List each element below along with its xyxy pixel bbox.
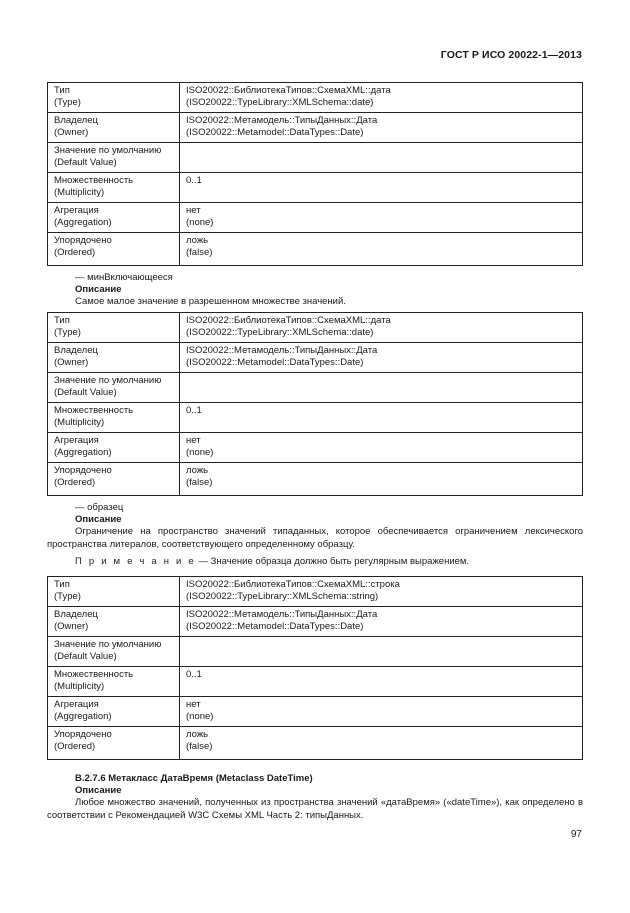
page-number: 97	[570, 829, 582, 840]
row-label: Агрегация (Aggregation)	[48, 697, 180, 727]
properties-table-1	[47, 82, 583, 266]
table-row	[48, 343, 583, 373]
row-value	[180, 637, 583, 667]
row-value: нет (none)	[180, 433, 583, 463]
row-label: Значение по умолчанию (Default Value)	[48, 143, 180, 173]
table-row	[48, 697, 583, 727]
note-label: П р и м е ч а н и е	[75, 556, 196, 567]
row-value: 0..1	[180, 173, 583, 203]
description-paragraph: Любое множество значений, полученных из пространства значений «датаВремя» («dateTime»), как определено в соответствии с Рекомендацией W3C Схемы XML Часть 2: типыДанных.	[47, 797, 583, 821]
row-label: Агрегация (Aggregation)	[48, 433, 180, 463]
note-text: — Значение образца должно быть регулярным выражением.	[198, 556, 470, 567]
table-row	[48, 403, 583, 433]
row-label: Владелец (Owner)	[48, 113, 180, 143]
row-label: Тип (Type)	[48, 313, 180, 343]
table-row	[48, 637, 583, 667]
row-value: ISO20022::Метамодель::ТипыДанных::Дата (ISO20022::Metamodel::DataTypes::Date)	[180, 343, 583, 373]
row-label: Упорядочено (Ordered)	[48, 233, 180, 266]
row-value: 0..1	[180, 403, 583, 433]
description-paragraph: Ограничение на пространство значений типаданных, которое обеспечивается ограничением лексического пространства литералов, соответствующего определенному образцу.	[47, 526, 583, 550]
table-row	[48, 313, 583, 343]
row-value: 0..1	[180, 667, 583, 697]
section-heading: Описание	[75, 785, 122, 796]
row-label: Тип (Type)	[48, 83, 180, 113]
row-label: Тип (Type)	[48, 577, 180, 607]
table-row	[48, 577, 583, 607]
row-value: ISO20022::Метамодель::ТипыДанных::Дата (ISO20022::Metamodel::DataTypes::Date)	[180, 607, 583, 637]
section-heading: Описание	[75, 284, 122, 295]
properties-table-2	[47, 312, 583, 496]
row-value: ISO20022::БиблиотекаТипов::СхемаXML::строка (ISO20022::TypeLibrary::XMLSchema::string)	[180, 577, 583, 607]
row-label: Множественность (Multiplicity)	[48, 403, 180, 433]
table-row	[48, 113, 583, 143]
row-label: Множественность (Multiplicity)	[48, 173, 180, 203]
table-row	[48, 463, 583, 496]
row-label: Упорядочено (Ordered)	[48, 463, 180, 496]
table-row	[48, 143, 583, 173]
row-value: ложь (false)	[180, 463, 583, 496]
list-item: — минВключающееся	[75, 272, 173, 283]
list-item: — образец	[75, 502, 124, 513]
row-value	[180, 143, 583, 173]
document-header: ГОСТ Р ИСО 20022-1—2013	[440, 49, 582, 61]
row-label: Значение по умолчанию (Default Value)	[48, 637, 180, 667]
row-label: Значение по умолчанию (Default Value)	[48, 373, 180, 403]
table-row	[48, 83, 583, 113]
table-row	[48, 433, 583, 463]
row-value: ложь (false)	[180, 727, 583, 760]
table-row	[48, 727, 583, 760]
row-label: Владелец (Owner)	[48, 607, 180, 637]
table-row	[48, 373, 583, 403]
row-value: нет (none)	[180, 697, 583, 727]
row-label: Владелец (Owner)	[48, 343, 180, 373]
table-row	[48, 203, 583, 233]
table-row	[48, 667, 583, 697]
row-value: ISO20022::БиблиотекаТипов::СхемаXML::дата (ISO20022::TypeLibrary::XMLSchema::date)	[180, 83, 583, 113]
section-title: B.2.7.6 Метакласс ДатаВремя (Metaclass DateTime)	[75, 773, 313, 784]
table-row	[48, 173, 583, 203]
table-row	[48, 607, 583, 637]
row-label: Упорядочено (Ordered)	[48, 727, 180, 760]
properties-table-3	[47, 576, 583, 760]
row-value	[180, 373, 583, 403]
row-label: Агрегация (Aggregation)	[48, 203, 180, 233]
row-value: ISO20022::БиблиотекаТипов::СхемаXML::дата (ISO20022::TypeLibrary::XMLSchema::date)	[180, 313, 583, 343]
section-heading: Описание	[75, 514, 122, 525]
row-value: нет (none)	[180, 203, 583, 233]
row-label: Множественность (Multiplicity)	[48, 667, 180, 697]
note	[75, 556, 469, 568]
description-text: Самое малое значение в разрешенном множестве значений.	[75, 296, 346, 307]
table-row	[48, 233, 583, 266]
row-value: ISO20022::Метамодель::ТипыДанных::Дата (ISO20022::Metamodel::DataTypes::Date)	[180, 113, 583, 143]
row-value: ложь (false)	[180, 233, 583, 266]
